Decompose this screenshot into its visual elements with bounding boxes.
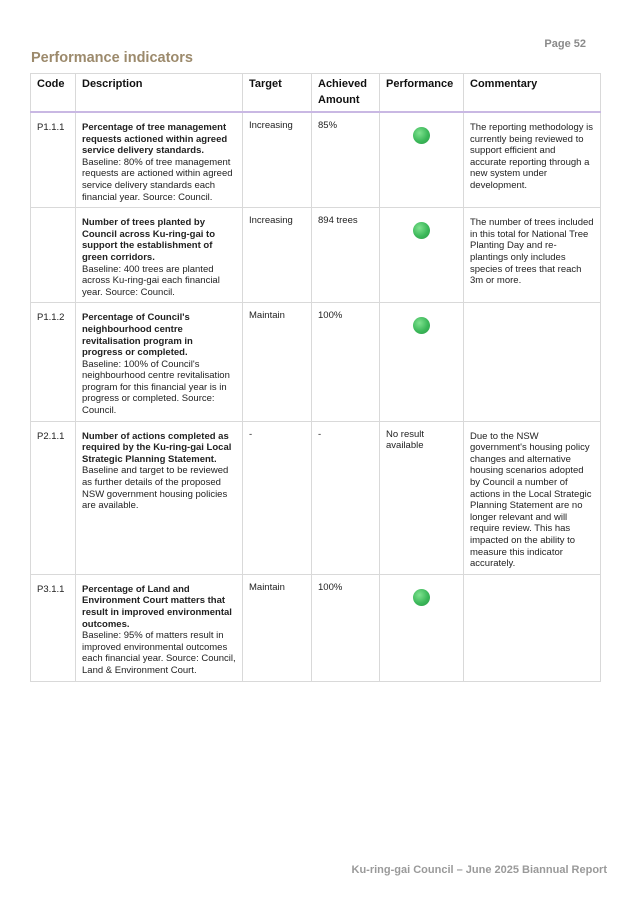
table-row <box>31 208 601 303</box>
green-status-dot-icon <box>413 589 430 606</box>
table-row <box>31 112 601 208</box>
table-row <box>31 574 601 681</box>
header-description: Description <box>76 74 243 113</box>
cell-commentary: The reporting methodology is currently being reviewed to support efficient and accurate reporting through a new system under development. <box>464 112 601 208</box>
cell-performance <box>380 574 464 681</box>
cell-commentary <box>464 574 601 681</box>
cell-target: Maintain <box>243 303 312 421</box>
green-status-dot-icon <box>413 127 430 144</box>
performance-text: No result available <box>386 428 425 452</box>
cell-commentary: The number of trees included in this total for National Tree Planting Day and re-plantings only includes species of trees that reach 3m or more. <box>464 208 601 303</box>
cell-achieved: 100% <box>312 574 380 681</box>
cell-description <box>76 112 243 208</box>
cell-code: P2.1.1 <box>31 421 76 574</box>
cell-achieved: - <box>312 421 380 574</box>
indicator-title: Percentage of tree management requests actioned within agreed service delivery standards. <box>82 122 228 157</box>
section-title: Performance indicators <box>31 50 193 66</box>
indicator-title: Percentage of Land and Environment Court matters that result in improved environmental outcomes. <box>82 583 232 630</box>
cell-achieved: 100% <box>312 303 380 421</box>
cell-performance <box>380 112 464 208</box>
table-row <box>31 303 601 421</box>
cell-target: Increasing <box>243 112 312 208</box>
cell-commentary: Due to the NSW government's housing policy changes and alternative housing scenarios adopted by Council a number of actions in the Local Strategic Planning Statement are no longer relevant and will require review. This has impacted on the ability to measure this indicator accurately. <box>464 421 601 574</box>
indicator-baseline: Baseline and target to be reviewed as further details of the proposed NSW government housing policies are available. <box>82 465 229 512</box>
indicator-baseline: Baseline: 400 trees are planted across Ku-ring-gai each financial year. Source: Council. <box>82 263 220 298</box>
cell-commentary <box>464 303 601 421</box>
table-row <box>31 421 601 574</box>
cell-performance <box>380 421 464 574</box>
header-commentary: Commentary <box>464 74 601 113</box>
cell-description <box>76 421 243 574</box>
green-status-dot-icon <box>413 317 430 334</box>
cell-code: P1.1.1 <box>31 112 76 208</box>
indicator-title: Number of trees planted by Council across Ku-ring-gai to support the establishment of green corridors. <box>82 217 216 263</box>
header-code: Code <box>31 74 76 113</box>
cell-code: P1.1.2 <box>31 303 76 421</box>
table-header-row <box>31 74 601 113</box>
cell-performance <box>380 303 464 421</box>
indicator-baseline: Baseline: 100% of Council's neighbourhood centre revitalisation program for this financial year is in progress or completed. Source: Council. <box>82 358 230 417</box>
cell-code <box>31 208 76 303</box>
header-achieved: Achieved Amount <box>312 74 380 113</box>
cell-description <box>76 208 243 303</box>
indicator-title: Number of actions completed as required by the Ku-ring-gai Local Strategic Planning Statement. <box>82 430 232 465</box>
cell-target: Maintain <box>243 574 312 681</box>
footer-report-title: Ku-ring-gai Council – June 2025 Biannual Report <box>351 864 607 876</box>
cell-performance <box>380 208 464 303</box>
indicator-baseline: Baseline: 95% of matters result in improved environmental outcomes each financial year. Source: Council, Land & Environment Court. <box>82 630 236 676</box>
cell-target: Increasing <box>243 208 312 303</box>
cell-achieved: 894 trees <box>312 208 380 303</box>
cell-description <box>76 574 243 681</box>
cell-target: - <box>243 421 312 574</box>
cell-description <box>76 303 243 421</box>
header-performance: Performance <box>380 74 464 113</box>
green-status-dot-icon <box>413 222 430 239</box>
cell-achieved: 85% <box>312 112 380 208</box>
page-number: Page 52 <box>544 38 586 50</box>
cell-code: P3.1.1 <box>31 574 76 681</box>
header-target: Target <box>243 74 312 113</box>
performance-table <box>30 73 601 682</box>
indicator-baseline: Baseline: 80% of tree management requests are actioned within agreed service delivery standards each financial year. Source: Council. <box>82 156 233 203</box>
indicator-title: Percentage of Council's neighbourhood centre revitalisation program in progress or completed. <box>82 312 193 359</box>
